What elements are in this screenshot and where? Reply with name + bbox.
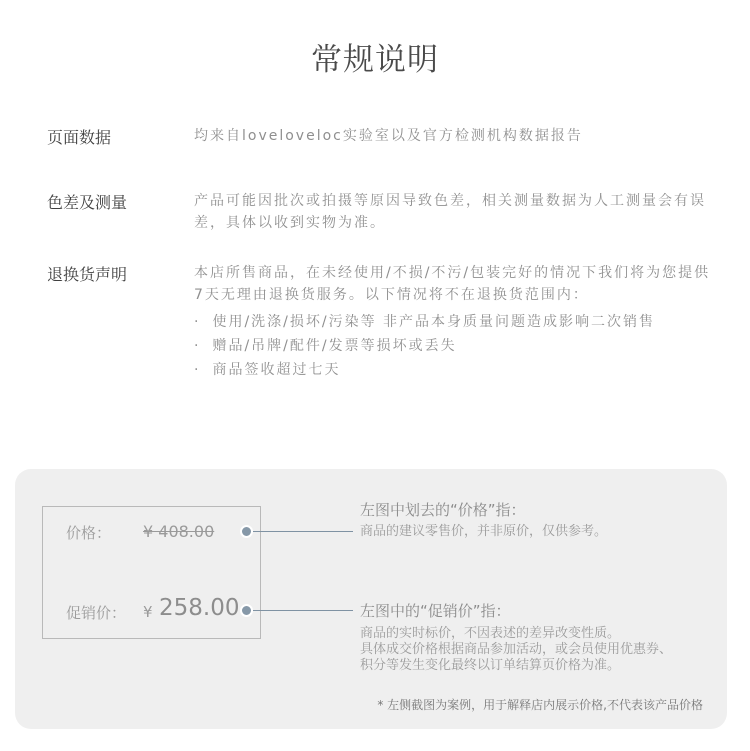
footnote: * 左侧截图为案例，用于解释店内展示价格,不代表该产品价格 [377,698,703,712]
promo-marker-dot [240,604,253,617]
section-text-block [194,262,714,382]
section-text: 均来自loveloveloc实验室以及官方检测机构数据报告 [194,128,583,144]
original-marker-dot [240,525,253,538]
section-text: 产品可能因批次或拍摄等原因导致色差，相关测量数据为人工测量会有误差，具体以收到实物为准。 [194,193,706,231]
promo-price: 258.00 [159,595,240,621]
price-explanation-panel [15,469,727,729]
list-item: · 使用/洗涤/损坏/污染等 非产品本身质量问题造成影响二次销售 [194,310,714,334]
original-explain-text: 商品的建议零售价，并非原价，仅供参考。 [360,524,608,539]
original-connector-line [253,531,353,532]
section-text: 本店所售商品，在未经使用/不损/不污/包装完好的情况下我们将为您提供7天无理由退换货服务。以下情况将不在退换货范围内： [194,265,711,303]
promo-price-label: 促销价： [66,604,127,622]
exclusion-list [194,310,714,382]
page-title: 常规说明 [311,42,439,78]
section-label: 退换货声明 [47,265,128,284]
promo-explain-line: 商品的实时标价，不因表述的差异改变性质。 [360,626,621,641]
original-price-label: 价格： [66,524,112,542]
promo-explain-line: 具体成交价格根据商品参加活动，或会员使用优惠券、 [360,642,673,657]
section-label: 色差及测量 [47,193,128,212]
original-price: ¥ 408.00 [143,522,215,541]
section-label: 页面数据 [47,128,112,147]
promo-connector-line [253,610,353,611]
promo-explain-title: 左图中的“促销价”指： [360,602,511,620]
list-item: · 商品签收超过七天 [194,358,714,382]
promo-explain-line: 积分等发生变化最终以订单结算页价格为准。 [360,658,621,673]
price-example-box [42,506,261,639]
list-item: · 赠品/吊牌/配件/发票等损坏或丢失 [194,334,714,358]
promo-currency: ¥ [143,603,153,621]
promo-explain-text [360,626,720,674]
original-explain-title: 左图中划去的“价格”指： [360,501,526,519]
